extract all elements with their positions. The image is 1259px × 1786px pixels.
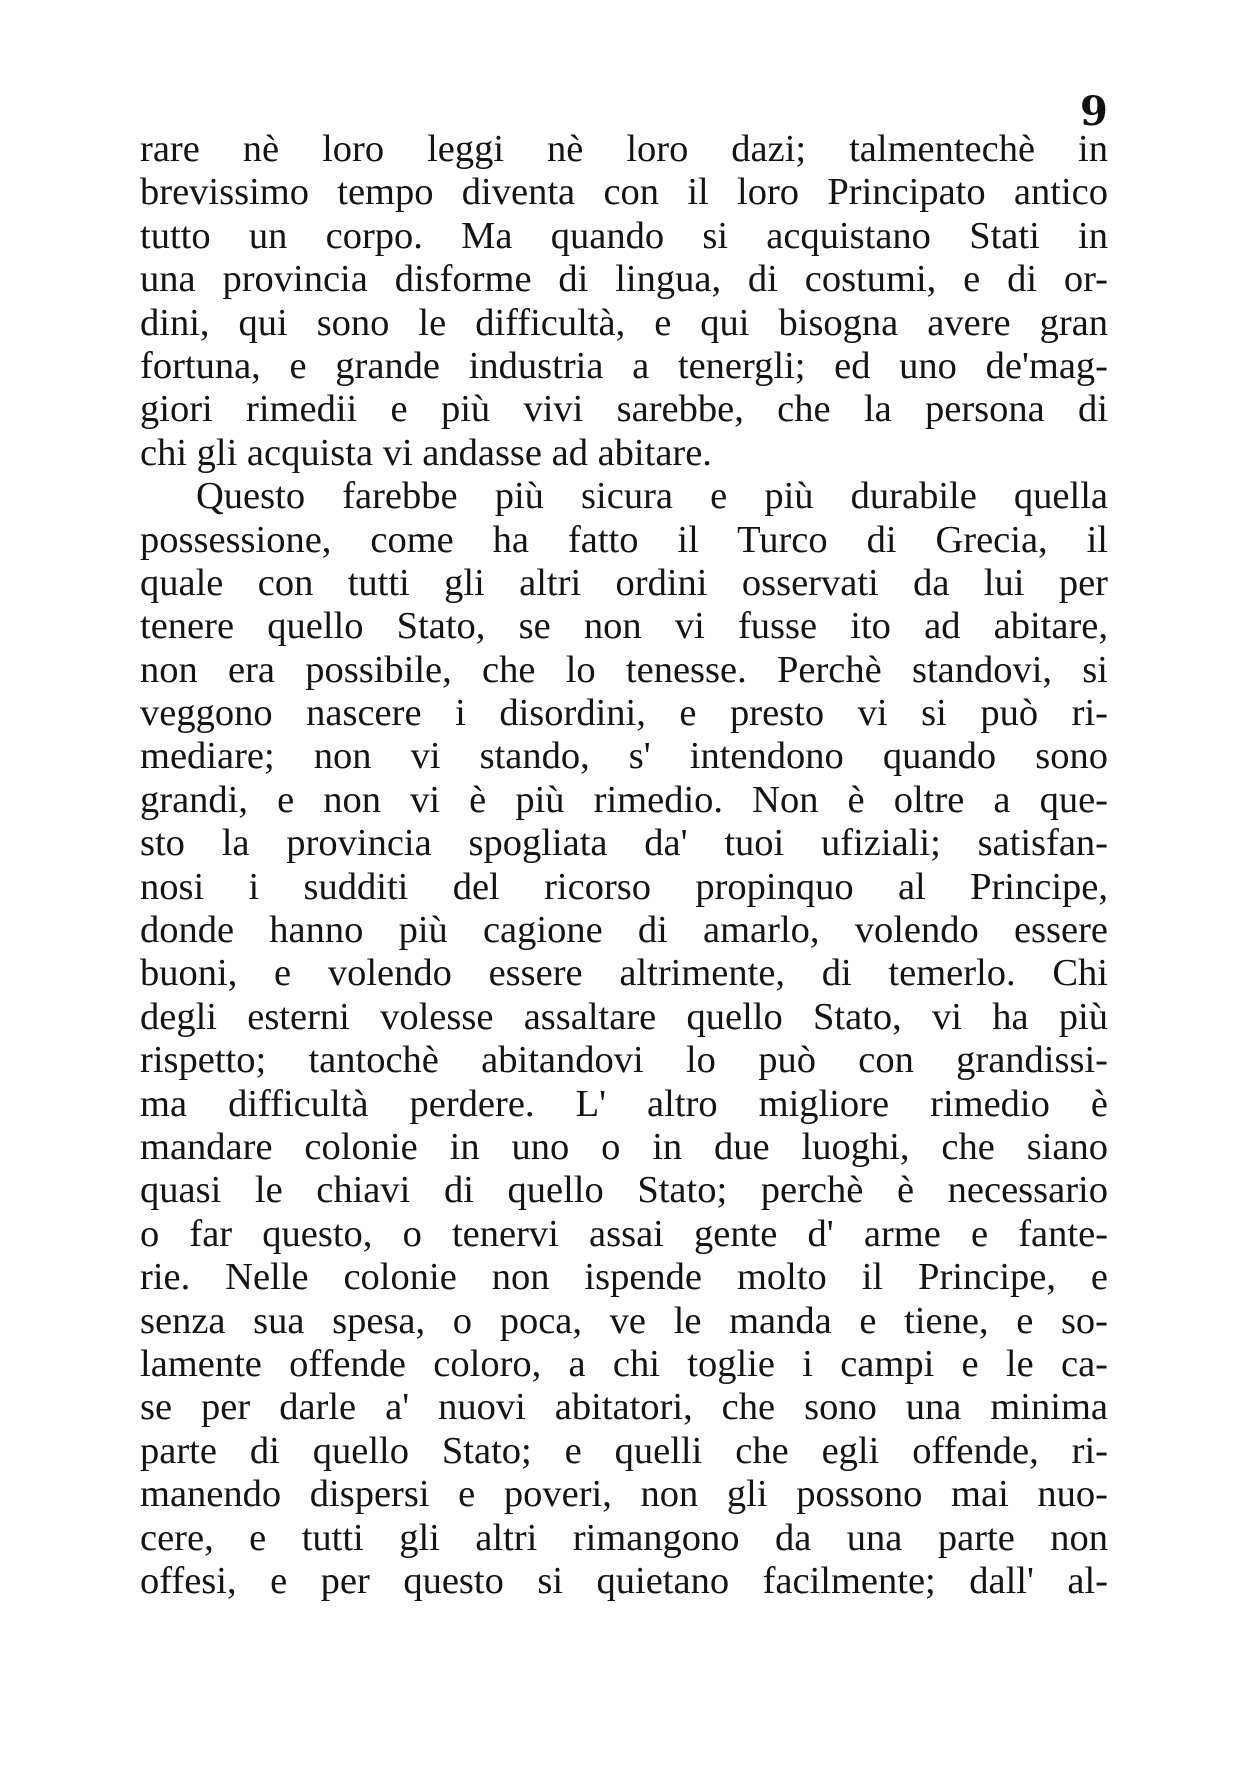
text-line: grandi, e non vi è più rimedio. Non è oltre a que- (140, 778, 1108, 821)
text-line: quale con tutti gli altri ordini osservati da lui per (140, 561, 1108, 604)
text-line: non era possibile, che lo tenesse. Perchè standovi, si (140, 648, 1108, 691)
text-line: giori rimedii e più vivi sarebbe, che la persona di (140, 388, 1108, 431)
body-text (140, 128, 1108, 1603)
text-line: sto la provincia spogliata da' tuoi ufiziali; satisfan- (140, 822, 1108, 865)
text-line: dini, qui sono le difficultà, e qui bisogna avere gran (140, 301, 1108, 344)
text-line: se per darle a' nuovi abitatori, che sono una minima (140, 1386, 1108, 1429)
text-line: degli esterni volesse assaltare quello Stato, vi ha più (140, 995, 1108, 1038)
text-line: una provincia disforme di lingua, di costumi, e di or- (140, 258, 1108, 301)
text-line: brevissimo tempo diventa con il loro Principato antico (140, 171, 1108, 214)
text-line: possessione, come ha fatto il Turco di Grecia, il (140, 518, 1108, 561)
text-line: rie. Nelle colonie non ispende molto il Principe, e (140, 1256, 1108, 1299)
page-number: 9 (1080, 88, 1108, 135)
text-line: ma difficultà perdere. L' altro migliore rimedio è (140, 1082, 1108, 1125)
text-line: o far questo, o tenervi assai gente d' arme e fante- (140, 1212, 1108, 1255)
text-line: tenere quello Stato, se non vi fusse ito ad abitare, (140, 605, 1108, 648)
text-line: rispetto; tantochè abitandovi lo può con grandissi- (140, 1039, 1108, 1082)
text-line: senza sua spesa, o poca, ve le manda e tiene, e so- (140, 1299, 1108, 1342)
text-line: donde hanno più cagione di amarlo, volendo essere (140, 909, 1108, 952)
text-line: tutto un corpo. Ma quando si acquistano Stati in (140, 214, 1108, 257)
text-line: lamente offende coloro, a chi toglie i campi e le ca- (140, 1342, 1108, 1385)
text-line: cere, e tutti gli altri rimangono da una parte non (140, 1516, 1108, 1559)
text-line: mediare; non vi stando, s' intendono quando sono (140, 735, 1108, 778)
text-line: fortuna, e grande industria a tenergli; ed uno de'mag- (140, 344, 1108, 387)
text-line: rare nè loro leggi nè loro dazi; talmentechè in (140, 128, 1108, 170)
paragraph-start-line: Questo farebbe più sicura e più durabile quella (196, 475, 1108, 518)
text-line: veggono nascere i disordini, e presto vi si può ri- (140, 692, 1108, 735)
text-line: buoni, e volendo essere altrimente, di temerlo. Chi (140, 952, 1108, 995)
text-line: manendo dispersi e poveri, non gli possono mai nuo- (140, 1473, 1108, 1516)
text-line: quasi le chiavi di quello Stato; perchè è necessario (140, 1169, 1108, 1212)
text-line: nosi i sudditi del ricorso propinquo al Principe, (140, 865, 1108, 908)
text-line: chi gli acquista vi andasse ad abitare. (140, 431, 712, 474)
text-line: offesi, e per questo si quietano facilmente; dall' al- (140, 1559, 1108, 1602)
text-line: parte di quello Stato; e quelli che egli offende, ri- (140, 1429, 1108, 1472)
text-line: mandare colonie in uno o in due luoghi, che siano (140, 1125, 1108, 1168)
